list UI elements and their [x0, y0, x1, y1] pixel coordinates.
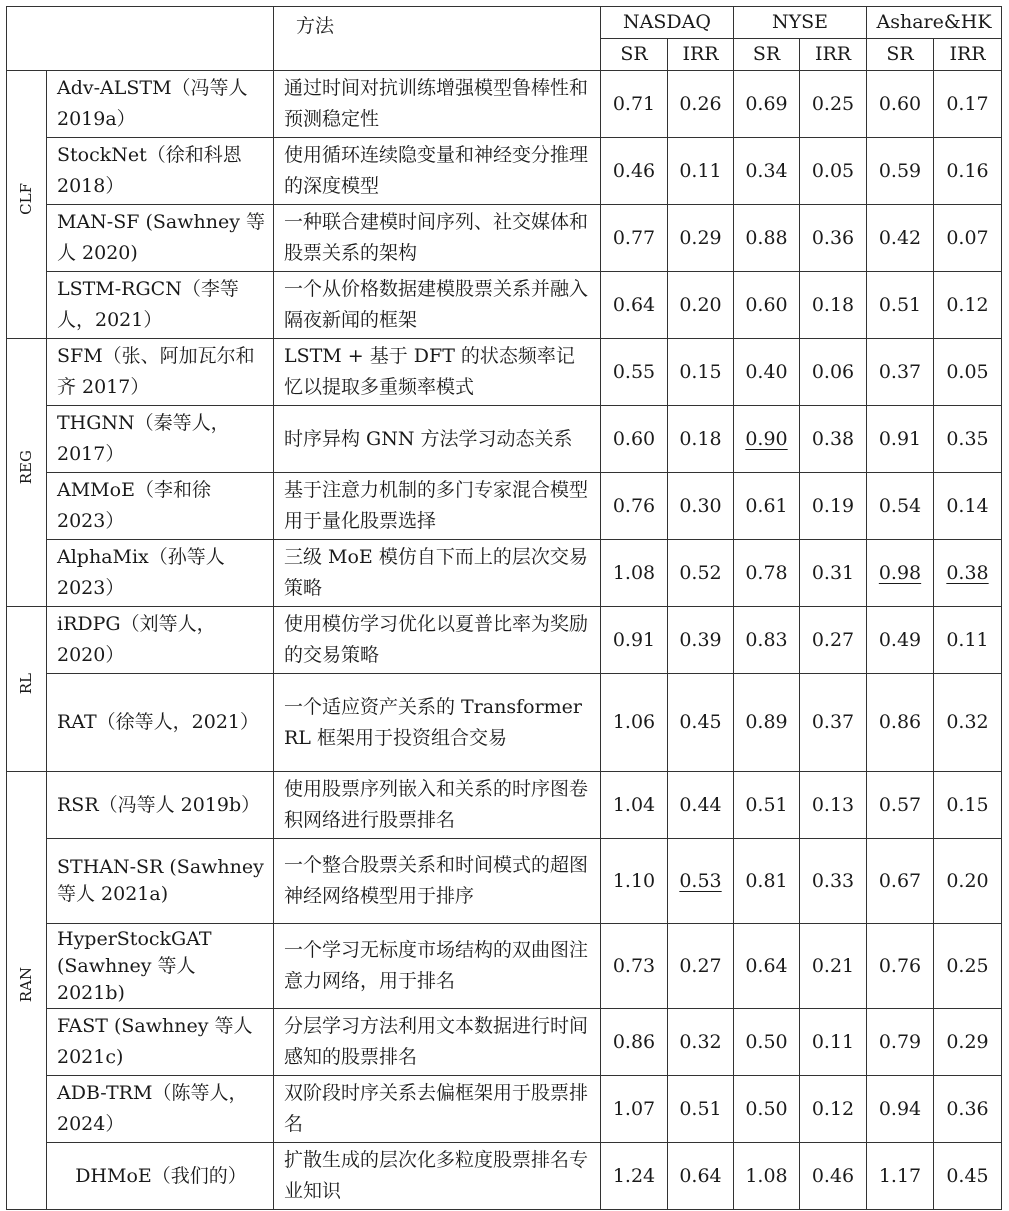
method-description: 使用股票序列嵌入和关系的时序图卷积网络进行股票排名: [274, 772, 601, 839]
results-table: [6, 6, 1002, 1210]
value-cell: 0.20: [934, 839, 1002, 924]
model-name: Adv-ALSTM（冯等人 2019a）: [47, 71, 274, 138]
second-best-value: 0.53: [679, 869, 722, 892]
value-cell: 0.76: [867, 924, 934, 1009]
value-cell: 0.55: [601, 339, 668, 406]
value-cell: 0.33: [800, 839, 867, 924]
value-cell: 0.14: [934, 473, 1002, 540]
value-cell: 1.07: [601, 1076, 668, 1143]
value-cell: 0.12: [934, 272, 1002, 339]
value-cell: 0.34: [734, 138, 800, 205]
value-cell: 0.50: [734, 1009, 800, 1076]
value-cell: 0.18: [800, 272, 867, 339]
value-cell: 0.40: [734, 339, 800, 406]
dataset-header-ashare-hk: Ashare&HK: [867, 7, 1002, 39]
value-cell: 0.11: [800, 1009, 867, 1076]
value-cell: 0.52: [668, 540, 734, 607]
method-description: 扩散生成的层次化多粒度股票排名专业知识: [274, 1143, 601, 1210]
model-name: iRDPG（刘等人，2020）: [47, 607, 274, 674]
value-cell: 0.19: [800, 473, 867, 540]
value-cell: 1.10: [601, 839, 668, 924]
method-description: 一种联合建模时间序列、社交媒体和股票关系的架构: [274, 205, 601, 272]
value-cell: 0.76: [601, 473, 668, 540]
value-cell: 0.11: [934, 607, 1002, 674]
value-cell: 0.32: [668, 1009, 734, 1076]
value-cell: 0.51: [867, 272, 934, 339]
value-cell: 0.05: [934, 339, 1002, 406]
model-name: STHAN-SR (Sawhney 等人 2021a): [47, 839, 274, 924]
value-cell: 0.45: [668, 674, 734, 772]
value-cell: 0.39: [668, 607, 734, 674]
model-name: FAST (Sawhney 等人 2021c): [47, 1009, 274, 1076]
value-cell: 0.69: [734, 71, 800, 138]
value-cell: 1.04: [601, 772, 668, 839]
value-cell: 0.29: [668, 205, 734, 272]
dataset-header-nasdaq: NASDAQ: [601, 7, 734, 39]
corner-cell: [7, 7, 274, 71]
value-cell: 0.27: [668, 924, 734, 1009]
value-cell: 0.11: [668, 138, 734, 205]
model-name: RSR（冯等人 2019b）: [47, 772, 274, 839]
value-cell: 0.07: [934, 205, 1002, 272]
value-cell: 0.86: [867, 674, 934, 772]
value-cell: 0.91: [601, 607, 668, 674]
value-cell: 0.60: [734, 272, 800, 339]
value-cell: 0.60: [867, 71, 934, 138]
category-label: RL: [7, 607, 47, 772]
method-description: 一个从价格数据建模股票关系并融入隔夜新闻的框架: [274, 272, 601, 339]
metric-header-irr: IRR: [668, 39, 734, 71]
value-cell: 0.06: [800, 339, 867, 406]
value-cell: 0.31: [800, 540, 867, 607]
metric-header-irr: IRR: [800, 39, 867, 71]
value-cell: 1.08: [734, 1143, 800, 1210]
model-name: AlphaMix（孙等人 2023）: [47, 540, 274, 607]
model-name: THGNN（秦等人，2017）: [47, 406, 274, 473]
metric-header-sr: SR: [867, 39, 934, 71]
value-cell: 0.86: [601, 1009, 668, 1076]
value-cell: 0.46: [800, 1143, 867, 1210]
value-cell: 0.54: [867, 473, 934, 540]
value-cell: 0.46: [601, 138, 668, 205]
model-name: StockNet（徐和科恩 2018）: [47, 138, 274, 205]
value-cell: 0.26: [668, 71, 734, 138]
value-cell: 0.50: [734, 1076, 800, 1143]
value-cell: [934, 540, 1002, 607]
method-description: 使用循环连续隐变量和神经变分推理的深度模型: [274, 138, 601, 205]
value-cell: 0.17: [934, 71, 1002, 138]
category-label: REG: [7, 339, 47, 607]
model-name: SFM（张、阿加瓦尔和齐 2017）: [47, 339, 274, 406]
value-cell: 0.25: [934, 924, 1002, 1009]
value-cell: 0.38: [800, 406, 867, 473]
value-cell: 0.42: [867, 205, 934, 272]
value-cell: 0.32: [934, 674, 1002, 772]
value-cell: 0.25: [800, 71, 867, 138]
method-description: 一个整合股票关系和时间模式的超图神经网络模型用于排序: [274, 839, 601, 924]
value-cell: 0.73: [601, 924, 668, 1009]
value-cell: 0.79: [867, 1009, 934, 1076]
value-cell: 0.29: [934, 1009, 1002, 1076]
value-cell: 0.36: [800, 205, 867, 272]
category-label: CLF: [7, 71, 47, 339]
value-cell: 0.64: [601, 272, 668, 339]
value-cell: 0.94: [867, 1076, 934, 1143]
model-name: HyperStockGAT (Sawhney 等人 2021b): [47, 924, 274, 1009]
value-cell: 0.36: [934, 1076, 1002, 1143]
value-cell: 0.67: [867, 839, 934, 924]
method-description: 使用模仿学习优化以夏普比率为奖励的交易策略: [274, 607, 601, 674]
value-cell: 0.45: [934, 1143, 1002, 1210]
value-cell: [867, 540, 934, 607]
value-cell: 0.13: [800, 772, 867, 839]
value-cell: 1.17: [867, 1143, 934, 1210]
second-best-value: 0.98: [878, 561, 922, 584]
value-cell: 0.18: [668, 406, 734, 473]
dataset-header-nyse: NYSE: [734, 7, 867, 39]
category-label: RAN: [7, 772, 47, 1210]
value-cell: 0.44: [668, 772, 734, 839]
method-description: 一个学习无标度市场结构的双曲图注意力网络，用于排名: [274, 924, 601, 1009]
value-cell: 0.35: [934, 406, 1002, 473]
value-cell: 0.91: [867, 406, 934, 473]
method-description: LSTM + 基于 DFT 的状态频率记忆以提取多重频率模式: [274, 339, 601, 406]
value-cell: 0.16: [934, 138, 1002, 205]
method-description: 分层学习方法利用文本数据进行时间感知的股票排名: [274, 1009, 601, 1076]
model-name: MAN-SF (Sawhney 等人 2020): [47, 205, 274, 272]
value-cell: 0.51: [734, 772, 800, 839]
value-cell: 0.05: [800, 138, 867, 205]
method-description: 通过时间对抗训练增强模型鲁棒性和预测稳定性: [274, 71, 601, 138]
value-cell: 0.78: [734, 540, 800, 607]
method-description: 双阶段时序关系去偏框架用于股票排名: [274, 1076, 601, 1143]
value-cell: 0.37: [800, 674, 867, 772]
value-cell: 0.20: [668, 272, 734, 339]
value-cell: 0.59: [867, 138, 934, 205]
value-cell: 0.64: [734, 924, 800, 1009]
value-cell: 0.27: [800, 607, 867, 674]
model-name: LSTM-RGCN（李等人，2021）: [47, 272, 274, 339]
method-description: 基于注意力机制的多门专家混合模型用于量化股票选择: [274, 473, 601, 540]
model-name: AMMoE（李和徐 2023）: [47, 473, 274, 540]
value-cell: 0.15: [934, 772, 1002, 839]
value-cell: 0.49: [867, 607, 934, 674]
metric-header-irr: IRR: [934, 39, 1002, 71]
value-cell: 0.51: [668, 1076, 734, 1143]
method-header: 方法: [274, 7, 601, 71]
metric-header-sr: SR: [734, 39, 800, 71]
value-cell: 0.21: [800, 924, 867, 1009]
value-cell: 0.57: [867, 772, 934, 839]
value-cell: 0.60: [601, 406, 668, 473]
value-cell: 1.24: [601, 1143, 668, 1210]
value-cell: 0.81: [734, 839, 800, 924]
value-cell: 1.06: [601, 674, 668, 772]
value-cell: 0.83: [734, 607, 800, 674]
value-cell: 0.71: [601, 71, 668, 138]
second-best-value: 0.90: [745, 427, 788, 450]
value-cell: 1.08: [601, 540, 668, 607]
method-description: 三级 MoE 模仿自下而上的层次交易策略: [274, 540, 601, 607]
value-cell: 0.88: [734, 205, 800, 272]
value-cell: 0.77: [601, 205, 668, 272]
value-cell: 0.30: [668, 473, 734, 540]
value-cell: [668, 839, 734, 924]
second-best-value: 0.38: [946, 561, 989, 584]
value-cell: 0.61: [734, 473, 800, 540]
model-name: ADB-TRM（陈等人，2024）: [47, 1076, 274, 1143]
metric-header-sr: SR: [601, 39, 668, 71]
model-name: DHMoE（我们的）: [47, 1143, 274, 1210]
value-cell: 0.89: [734, 674, 800, 772]
value-cell: [734, 406, 800, 473]
method-description: 一个适应资产关系的 Transformer RL 框架用于投资组合交易: [274, 674, 601, 772]
value-cell: 0.64: [668, 1143, 734, 1210]
value-cell: 0.12: [800, 1076, 867, 1143]
value-cell: 0.15: [668, 339, 734, 406]
model-name: RAT（徐等人，2021）: [47, 674, 274, 772]
value-cell: 0.37: [867, 339, 934, 406]
method-description: 时序异构 GNN 方法学习动态关系: [274, 406, 601, 473]
